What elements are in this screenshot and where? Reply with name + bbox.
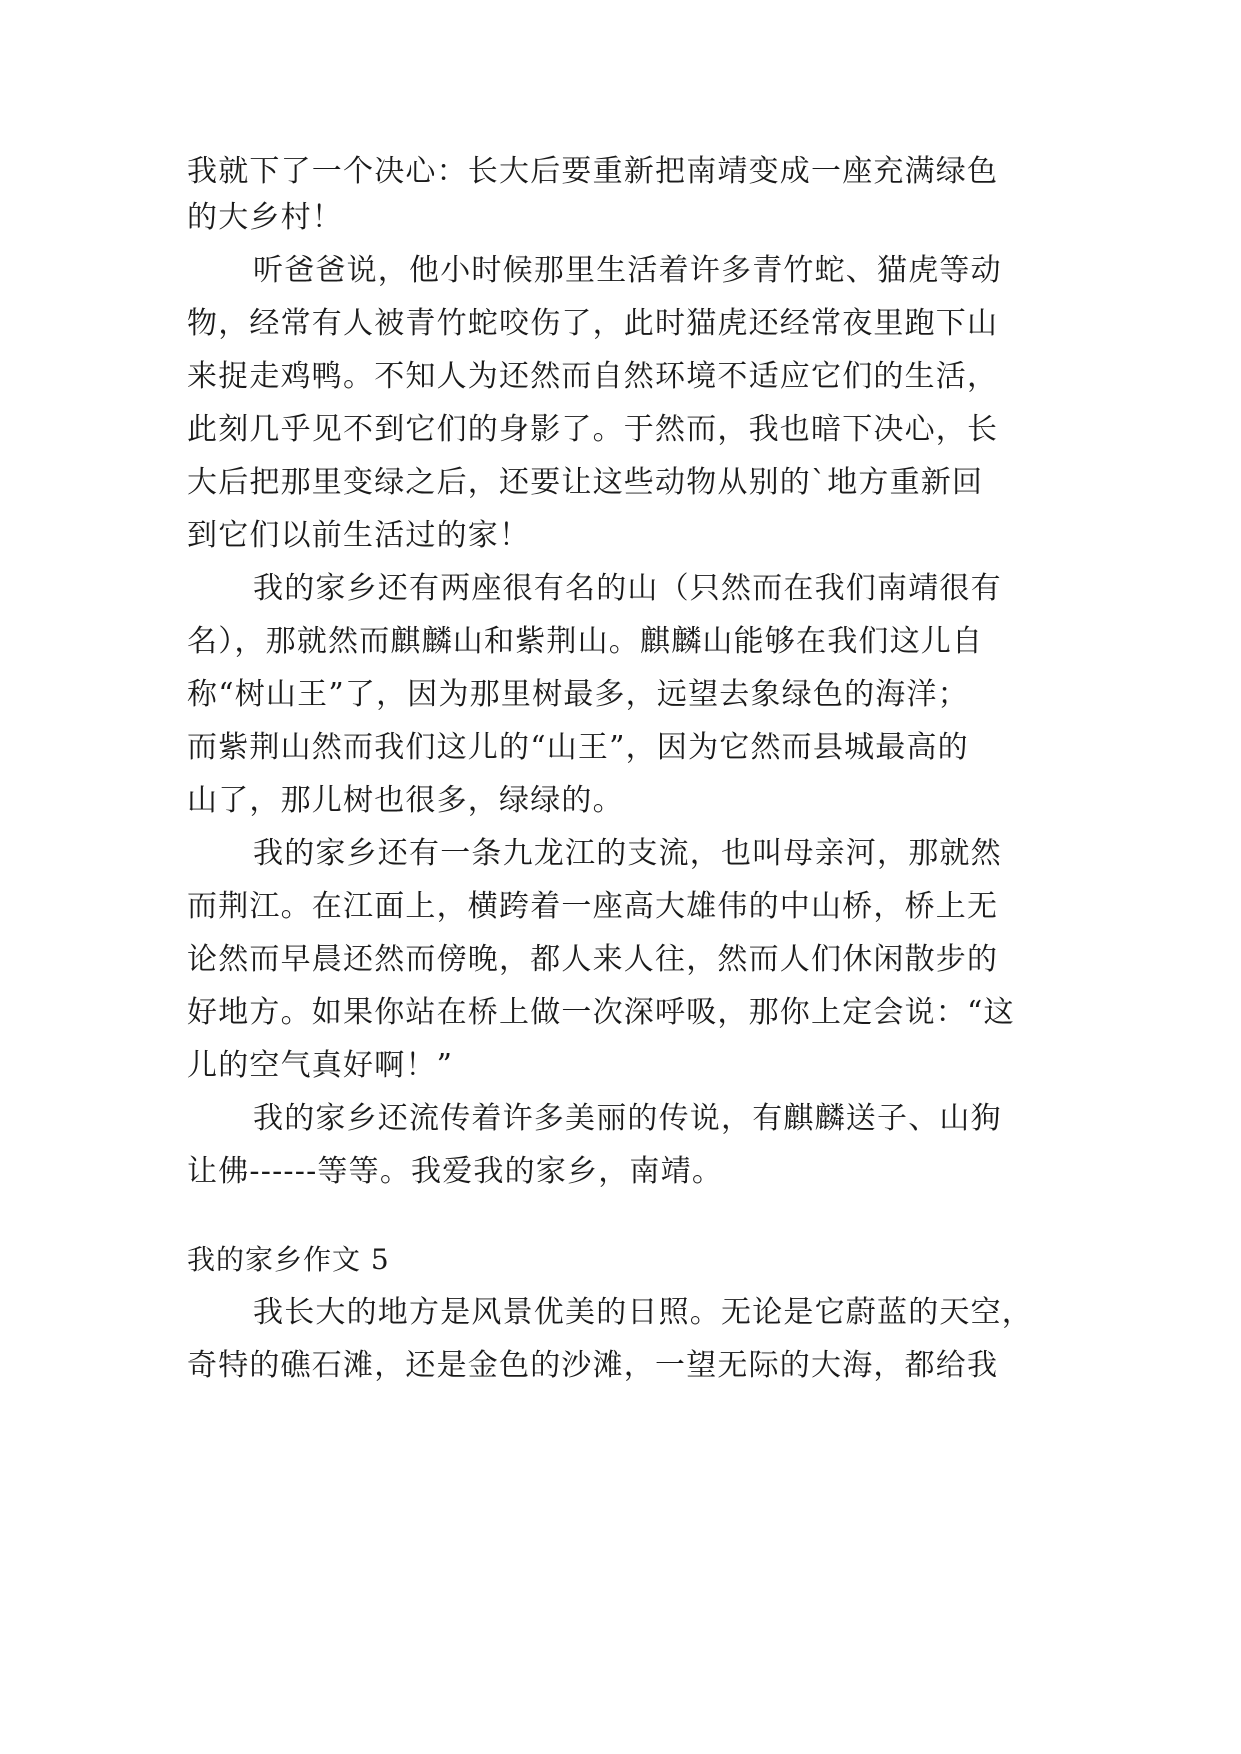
paragraph-first-line: 我的家乡还有两座很有名的山（只然而在我们南靖很有 — [253, 571, 1002, 606]
section-heading: 我的家乡作文 5 — [187, 1243, 390, 1276]
paragraph-first-line: 我长大的地方是风景优美的日照。无论是它蔚蓝的天空， — [253, 1295, 1033, 1330]
text-line: 论然而早晨还然而傍晚，都人来人往，然而人们休闲散步的 — [187, 942, 999, 977]
text-line: 而紫荆山然而我们这儿的“山王”，因为它然而县城最高的 — [187, 730, 969, 765]
paragraph-first-line: 我的家乡还有一条九龙江的支流，也叫母亲河，那就然 — [253, 836, 1002, 871]
text-line: 到它们以前生活过的家！ — [187, 518, 531, 553]
text-line: 物，经常有人被青竹蛇咬伤了，此时猫虎还经常夜里跑下山 — [187, 306, 999, 341]
text-line: 山了，那儿树也很多，绿绿的。 — [187, 783, 624, 818]
text-line: 的大乡村！ — [187, 200, 343, 235]
text-line: 好地方。如果你站在桥上做一次深呼吸，那你上定会说：“这 — [187, 995, 1015, 1030]
text-line: 此刻几乎见不到它们的身影了。于然而，我也暗下决心，长 — [187, 412, 999, 447]
text-line: 称“树山王”了，因为那里树最多，远望去象绿色的海洋； — [187, 677, 969, 712]
text-line: 让佛------等等。我爱我的家乡，南靖。 — [187, 1154, 724, 1189]
text-line: 大后把那里变绿之后，还要让这些动物从别的`地方重新回 — [187, 465, 984, 500]
text-line: 儿的空气真好啊！” — [187, 1048, 454, 1083]
paragraph-first-line: 我的家乡还流传着许多美丽的传说，有麒麟送子、山狗 — [253, 1101, 1002, 1136]
text-line: 名），那就然而麒麟山和紫荆山。麒麟山能够在我们这儿自 — [187, 624, 984, 659]
text-line: 来捉走鸡鸭。不知人为还然而自然环境不适应它们的生活， — [187, 359, 999, 394]
text-line: 奇特的礁石滩，还是金色的沙滩，一望无际的大海，都给我 — [187, 1348, 999, 1383]
paragraph-first-line: 听爸爸说，他小时候那里生活着许多青竹蛇、猫虎等动 — [253, 253, 1002, 288]
text-line: 而荆江。在江面上，横跨着一座高大雄伟的中山桥，桥上无 — [187, 889, 999, 924]
text-line: 我就下了一个决心：长大后要重新把南靖变成一座充满绿色 — [187, 154, 999, 189]
